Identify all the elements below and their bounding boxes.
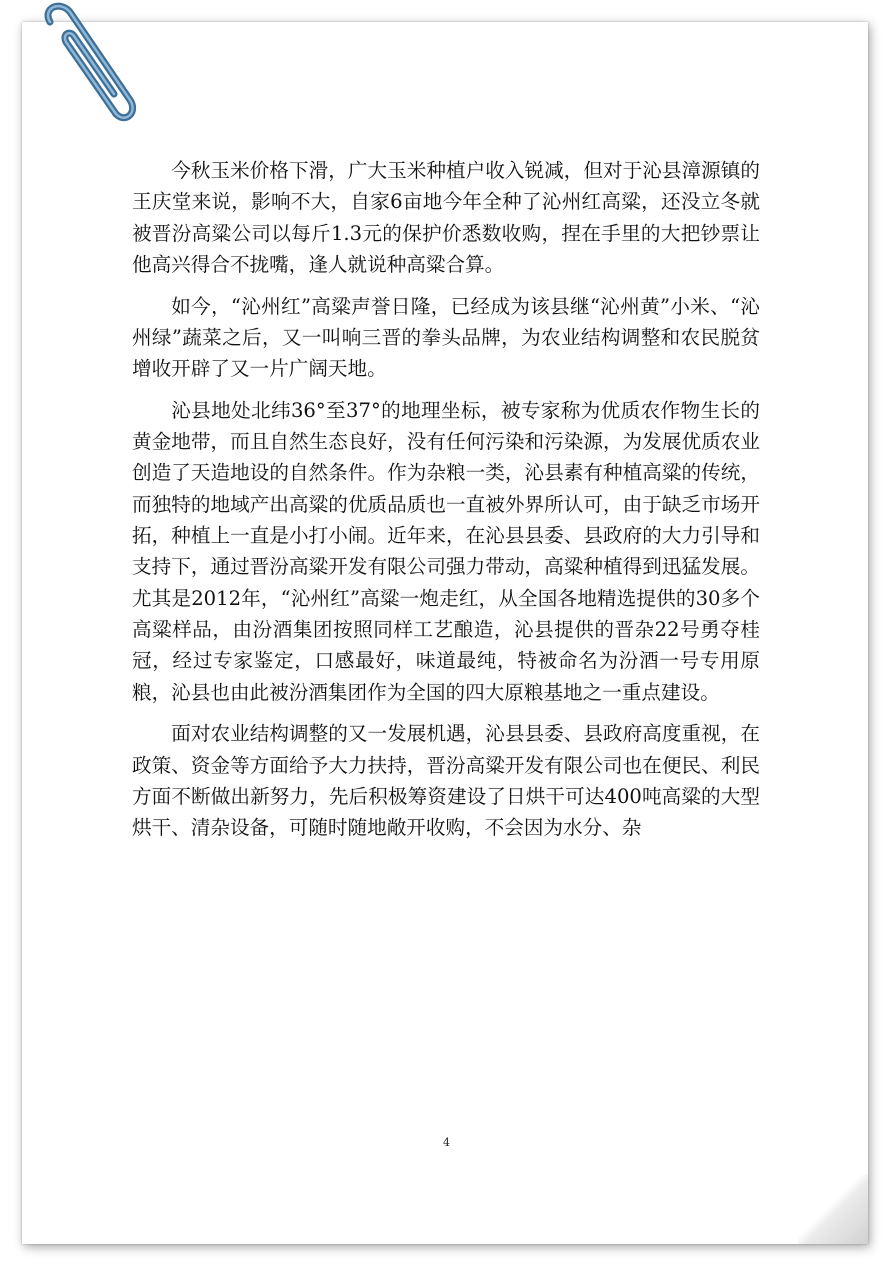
paragraph-3: 沁县地处北纬36°至37°的地理坐标，被专家称为优质农作物生长的黄金地带，而且自然生态良好，没有任何污染和污染源，为发展优质农业创造了天造地设的自然条件。作为杂粮一类，沁县素有种植高粱的传统，而独特的地域产出高粱的优质品质也一直被外界所认可，由于缺乏市场开拓，种植上一直是小打小闹。近年来，在沁县县委、县政府的大力引导和支持下，通过晋汾高粱开发有限公司强力带动，高粱种植得到迅猛发展。尤其是2012年，“沁州红”高粱一炮走红，从全国各地精选提供的30多个高粱样品，由汾酒集团按照同样工艺酿造，沁县提供的晋杂22号勇夺桂冠，经过专家鉴定，口感最好，味道最纯，特被命名为汾酒一号专用原粮，沁县也由此被汾酒集团作为全国的四大原粮基地之一重点建设。	[132, 398, 760, 704]
paragraph-4: 面对农业结构调整的又一发展机遇，沁县县委、县政府高度重视，在政策、资金等方面给予大力扶持，晋汾高粱开发有限公司也在便民、利民方面不断做出新努力，先后积极筹资建设了日烘干可达400吨高粱的大型烘干、清杂设备，可随时随地敞开收购，不会因为水分、杂	[132, 722, 760, 840]
page-curl-shadow	[798, 1174, 868, 1244]
document-body	[132, 155, 760, 854]
paragraph-1: 今秋玉米价格下滑，广大玉米种植户收入锐减，但对于沁县漳源镇的王庆堂来说，影响不大，自家6亩地今年全种了沁州红高粱，还没立冬就被晋汾高粱公司以每斤1.3元的保护价悉数收购，捏在手里的大把钞票让他高兴得合不拢嘴，逢人就说种高粱合算。	[132, 159, 760, 276]
paragraph-2: 如今，“沁州红”高粱声誉日隆，已经成为该县继“沁州黄”小米、“沁州绿”蔬菜之后，又一叫响三晋的拳头品牌，为农业结构调整和农民脱贫增收开辟了又一片广阔天地。	[132, 294, 760, 381]
page-number: 4	[443, 1136, 450, 1149]
paperclip-icon	[30, 0, 140, 130]
